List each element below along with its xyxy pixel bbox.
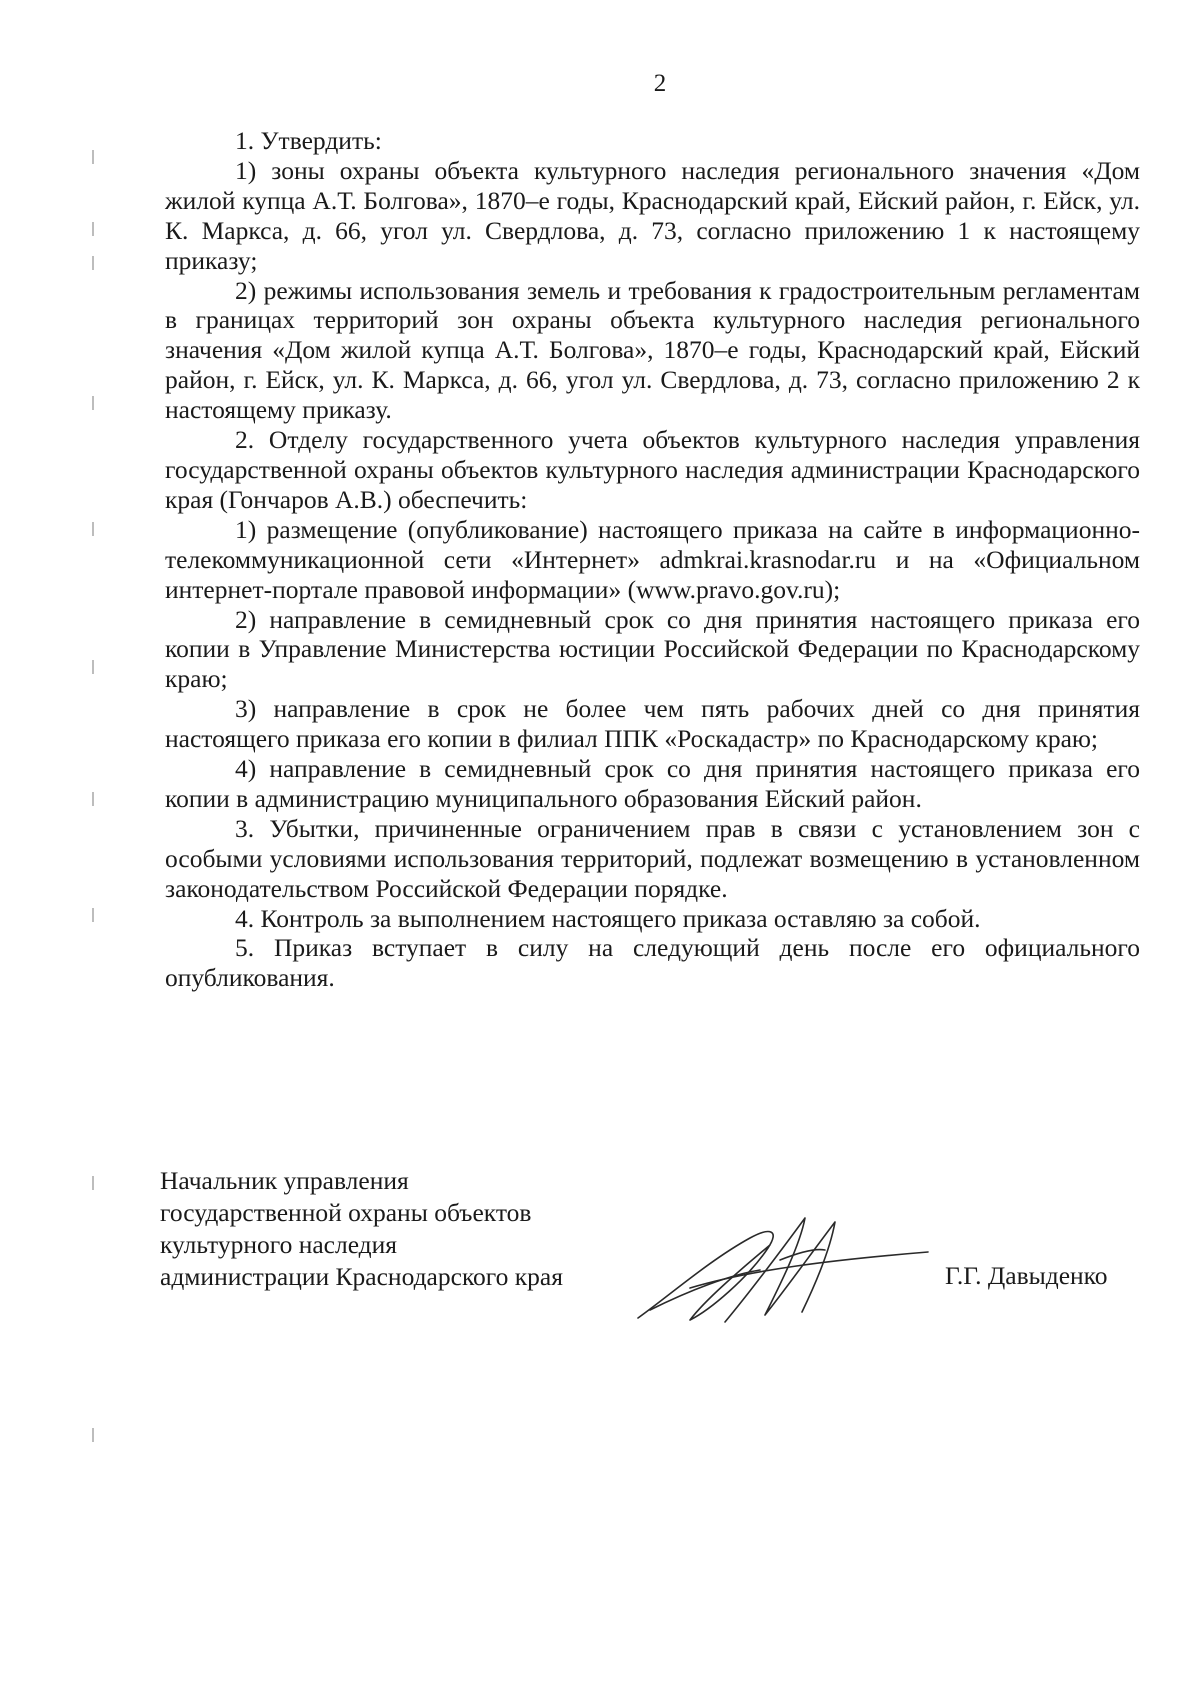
- position-line: администрации Краснодарского края: [160, 1262, 563, 1291]
- scan-margin-mark: [92, 660, 94, 674]
- signatory-position: [160, 1165, 563, 1293]
- paragraph-control: 4. Контроль за выполнением настоящего приказа оставляю за собой.: [235, 903, 981, 933]
- scan-margin-mark: [92, 908, 94, 922]
- signer-name: Г.Г. Давыденко: [945, 1261, 1108, 1290]
- position-line: Начальник управления: [160, 1166, 409, 1195]
- scan-margin-mark: [92, 256, 94, 270]
- scan-margin-mark: [92, 522, 94, 536]
- paragraph-approve-item-2: 2) режимы использования земель и требования к градостроительным регламентам в границах территорий зон охраны объекта культурного наследия регионального значения «Дом жилой купца А.Т. Болгова», 1870–е годы, Краснодарский край, Ейский район, г. Ейск, ул. К. Маркса, д. 66, угол ул. Свердлова, д. 73, согласно приложению 2 к настоящему приказу.: [165, 275, 1140, 425]
- scan-margin-mark: [92, 1428, 94, 1442]
- scan-margin-mark: [92, 1176, 94, 1190]
- paragraph-approve: 1. Утвердить:: [235, 126, 382, 155]
- paragraph-duty-item-2: 2) направление в семидневный срок со дня принятия настоящего приказа его копии в Управление Министерства юстиции Российской Федерации по Краснодарскому краю;: [165, 604, 1140, 694]
- paragraph-duty-item-1: 1) размещение (опубликование) настоящего приказа на сайте в информационно-телекоммуникационной сети «Интернет» admkrai.krasnodar.ru и на «Официальном интернет-портале правовой информации» (www.pravo.gov.ru);: [165, 514, 1140, 604]
- paragraph-duty-item-4: 4) направление в семидневный срок со дня принятия настоящего приказа его копии в администрацию муниципального образования Ейский район.: [165, 754, 1140, 813]
- paragraph-duty-item-3: 3) направление в срок не более чем пять рабочих дней со дня принятия настоящего приказа его копии в филиал ППК «Роскадастр» по Краснодарскому краю;: [165, 694, 1140, 754]
- scan-margin-mark: [92, 150, 94, 164]
- scan-margin-mark: [92, 222, 94, 236]
- paragraph-approve-item-1: 1) зоны охраны объекта культурного наследия регионального значения «Дом жилой купца А.Т. Болгова», 1870–е годы, Краснодарский край, Ейский район, г. Ейск, ул. К. Маркса, д. 66, угол ул. Свердлова, д. 73, согласно приложению 1 к настоящему приказу;: [165, 155, 1140, 275]
- scan-margin-mark: [92, 396, 94, 410]
- paragraph-losses: 3. Убытки, причиненные ограничением прав в связи с установлением зон с особыми условиями использования территорий, подлежат возмещению в установленном законодательством Российской Федерации порядке.: [165, 813, 1140, 903]
- page-number: 2: [653, 70, 667, 97]
- position-line: культурного наследия: [160, 1230, 398, 1259]
- paragraph-entry-into-force: 5. Приказ вступает в силу на следующий день после его официального опубликования.: [165, 933, 1140, 993]
- order-body: [165, 126, 1140, 993]
- paragraph-department-duty: 2. Отделу государственного учета объектов культурного наследия управления государственной охраны объектов культурного наследия администрации Краснодарского края (Гончаров А.В.) обеспечить:: [165, 425, 1140, 514]
- handwritten-signature: [630, 1200, 930, 1330]
- position-line: государственной охраны объектов: [160, 1198, 532, 1227]
- scan-margin-mark: [92, 792, 94, 806]
